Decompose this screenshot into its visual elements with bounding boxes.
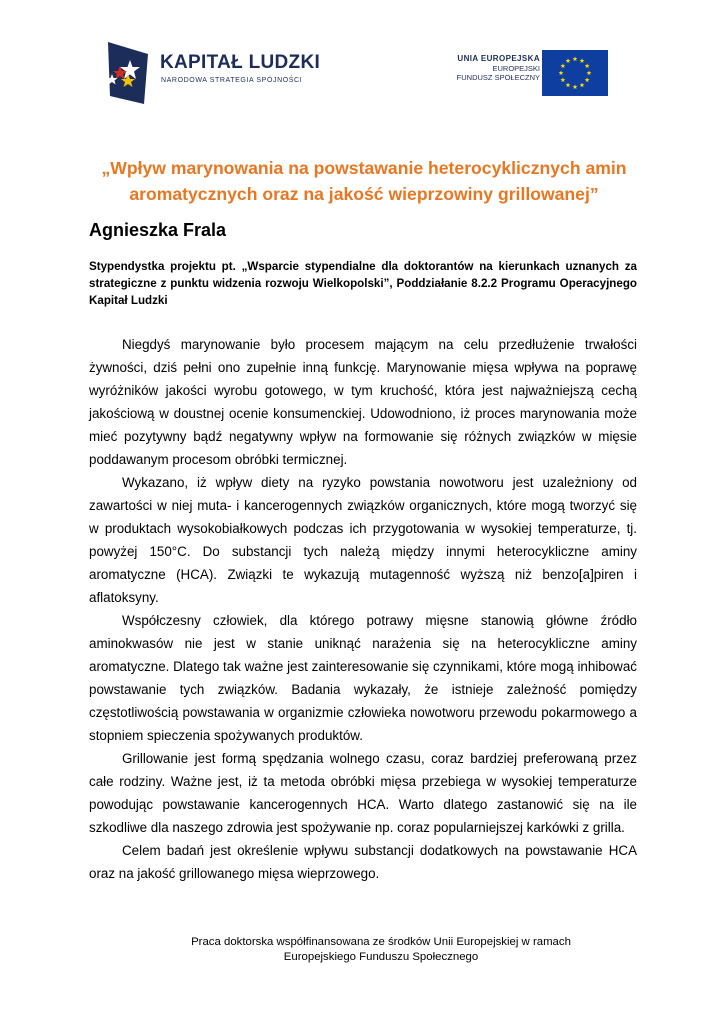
body-text bbox=[89, 333, 637, 885]
eu-logo-line1: UNIA EUROPEJSKA bbox=[457, 54, 540, 63]
eu-logo-text bbox=[457, 54, 540, 83]
document-title bbox=[90, 155, 638, 207]
footer-note bbox=[89, 935, 673, 964]
author-name: Agnieszka Frala bbox=[89, 220, 227, 240]
paragraph: Wykazano, iż wpływ diety na ryzyko powstania nowotworu jest uzależniony od zawartości w niej muta- i kancerogennych związków organicznych, które mogą tworzyć się w produktach wysokobiałkowych podczas ich przygotowania w wysokiej temperaturze, tj. powyżej 150°C. Do substancji tych należą między innymi heterocykliczne aminy aromatyczne (HCA). Związki te wykazują mutagenność wyższą niż benzo[a]piren i aflatoksyny. bbox=[89, 475, 637, 605]
footer-line1: Praca doktorska współfinansowana ze środków Unii Europejskiej w ramach bbox=[191, 936, 571, 948]
paragraph: Celem badań jest określenie wpływu substancji dodatkowych na powstawanie HCA oraz na jakość grillowanego mięsa wieprzowego. bbox=[89, 843, 637, 881]
paragraph: Grillowanie jest formą spędzania wolnego czasu, coraz bardziej preferowaną przez całe rodziny. Ważne jest, iż ta metoda obróbki mięsa przebiega w wysokiej temperaturze powodując powstawanie kancerogennych HCA. Warto dlatego zastanowić się na ile szkodliwe dla naszego zdrowia jest spożywanie np. coraz popularniejszej karkówki z grilla. bbox=[89, 751, 637, 835]
eu-logo-line3: FUNDUSZ SPOŁECZNY bbox=[456, 73, 540, 82]
paragraph: Współczesny człowiek, dla którego potrawy mięsne stanowią główne źródło aminokwasów nie jest w stanie uniknąć narażenia się na heterocykliczne aminy aromatyczne. Dlatego tak ważne jest zainteresowanie się czynnikami, które mogą inhibować powstawanie tych związków. Badania wykazały, że istnieje zależność pomiędzy częstotliwością powstawania w organizmie człowieka nowotworu przewodu pokarmowego a stopniem spieczenia spożywanych produktów. bbox=[89, 613, 637, 743]
kapital-ludzki-logo bbox=[104, 40, 334, 106]
kapital-ludzki-subtitle: NARODOWA STRATEGIA SPÓJNOŚCI bbox=[161, 77, 303, 84]
document-title-line2: aromatycznych oraz na jakość wieprzowiny grillowanej” bbox=[129, 184, 599, 204]
project-note: Stypendystka projektu pt. „Wsparcie stypendialne dla doktorantów na kierunkach uznanych za strategiczne z punktu widzenia rozwoju Wielkopolski”, Poddziałanie 8.2.2 Programu Operacyjnego Kapitał Ludzki bbox=[89, 260, 637, 307]
paragraph: Niegdyś marynowanie było procesem mającym na celu przedłużenie trwałości żywności, dziś pełni ono zupełnie inną funkcję. Marynowanie mięsa wpływa na poprawę wyróżników jakości wyrobu gotowego, w tym kruchość, która jest najważniejszą cechą jakościową w doustnej ocenie konsumenckiej. Udowodniono, iż proces marynowania może mieć pozytywny bądź negatywny wpływ na formowanie się różnych związków w mięsie poddawanym procesom obróbki termicznej. bbox=[89, 337, 637, 467]
eu-logo-line2: EUROPEJSKI bbox=[492, 63, 540, 73]
kapital-ludzki-emblem-icon bbox=[104, 40, 156, 106]
footer-line2: Europejskiego Funduszu Społecznego bbox=[283, 950, 479, 963]
eu-efs-logo bbox=[430, 50, 612, 98]
eu-flag-icon bbox=[542, 50, 608, 96]
document-title-line1: „Wpływ marynowania na powstawanie heterocyklicznych amin bbox=[101, 158, 627, 178]
kapital-ludzki-title: KAPITAŁ LUDZKI bbox=[160, 52, 321, 73]
